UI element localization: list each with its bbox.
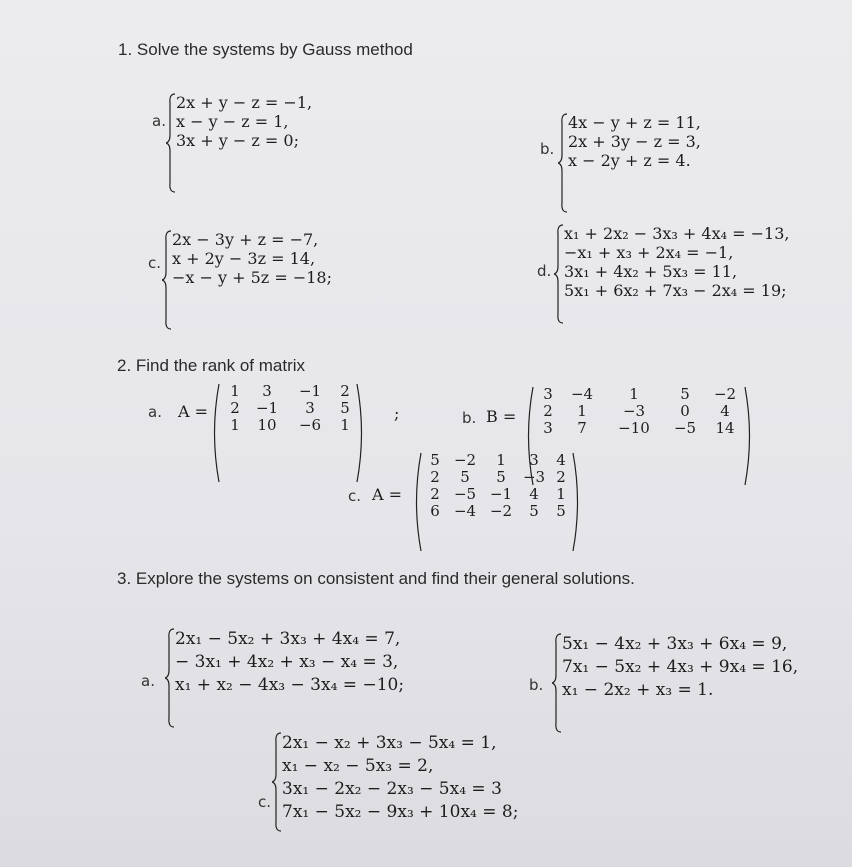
matrix-c-name: A = bbox=[372, 485, 403, 504]
matrix-cell: 4 bbox=[556, 451, 566, 469]
equation-line: 7x₁ − 5x₂ + 4x₃ + 9x₄ = 16, bbox=[562, 657, 799, 677]
matrix-cell: 5 bbox=[529, 502, 539, 520]
matrix-cell: 3 bbox=[305, 399, 315, 417]
matrix-row bbox=[536, 386, 744, 403]
equation-line: x₁ + x₂ − 4x₃ − 3x₄ = −10; bbox=[175, 675, 405, 695]
matrix-cell: 3 bbox=[529, 451, 539, 469]
equation-line: 2x − 3y + z = −7, bbox=[172, 230, 319, 249]
matrix-cell: −1 bbox=[255, 399, 279, 417]
matrix-row bbox=[536, 403, 744, 420]
matrix-cell: 3 bbox=[543, 385, 553, 403]
matrix-cell: 3 bbox=[543, 419, 553, 437]
matrix-cell: 5 bbox=[460, 468, 470, 486]
equation-line: 4x − y + z = 11, bbox=[568, 113, 701, 132]
problem-2-heading: 2. Find the rank of matrix bbox=[117, 356, 306, 375]
left-brace-icon bbox=[558, 113, 568, 213]
matrix-row bbox=[222, 383, 356, 400]
problem-2a-label: a. bbox=[148, 403, 162, 421]
matrix-cell: −4 bbox=[453, 502, 477, 520]
problem-2c-label: c. bbox=[348, 487, 362, 505]
matrix-cell: −3 bbox=[522, 468, 546, 486]
equation-line: −x − y + 5z = −18; bbox=[172, 268, 332, 287]
matrix-cell: 5 bbox=[340, 399, 350, 417]
matrix-cell: 1 bbox=[556, 485, 566, 503]
equation-line: 2x₁ − 5x₂ + 3x₃ + 4x₄ = 7, bbox=[175, 629, 401, 649]
matrix-cell: 5 bbox=[496, 468, 506, 486]
left-brace-icon bbox=[552, 633, 562, 733]
matrix-cell: −2 bbox=[453, 451, 477, 469]
equation-line: 7x₁ − 5x₂ − 9x₃ + 10x₄ = 8; bbox=[282, 802, 519, 822]
equation-line: 3x₁ − 2x₂ − 2x₃ − 5x₄ = 3 bbox=[282, 779, 502, 799]
equation-line: 2x₁ − x₂ + 3x₃ − 5x₄ = 1, bbox=[282, 733, 497, 753]
matrix-b-name: B = bbox=[486, 407, 517, 426]
equation-line: 5x₁ − 4x₂ + 3x₃ + 6x₄ = 9, bbox=[562, 634, 788, 654]
matrix-cell: 14 bbox=[715, 419, 735, 437]
left-paren-icon bbox=[210, 383, 220, 483]
right-paren-icon bbox=[744, 386, 754, 486]
matrix-cell: 4 bbox=[529, 485, 539, 503]
matrix-2c bbox=[418, 452, 572, 536]
equation-line: 3x₁ + 4x₂ + 5x₃ = 11, bbox=[564, 262, 738, 281]
matrix-cell: 5 bbox=[556, 502, 566, 520]
equation-line: x − 2y + z = 4. bbox=[568, 151, 691, 170]
equation-line: x₁ + 2x₂ − 3x₃ + 4x₄ = −13, bbox=[564, 224, 790, 243]
right-paren-icon bbox=[356, 383, 366, 483]
matrix-cell: 5 bbox=[680, 385, 690, 403]
matrix-cell: 2 bbox=[340, 382, 350, 400]
left-brace-icon bbox=[165, 628, 175, 728]
matrix-cell: 6 bbox=[430, 502, 440, 520]
matrix-cell: 5 bbox=[430, 451, 440, 469]
matrix-cell: −4 bbox=[570, 385, 594, 403]
matrix-row bbox=[424, 452, 572, 469]
matrix-row bbox=[424, 503, 572, 520]
matrix-cell: 7 bbox=[577, 419, 587, 437]
problem-3b-label: b. bbox=[529, 676, 544, 694]
equation-line: x₁ − 2x₂ + x₃ = 1. bbox=[562, 680, 714, 700]
problem-3-heading: 3. Explore the systems on consistent and find their general solutions. bbox=[117, 569, 635, 588]
matrix-cell: 2 bbox=[430, 485, 440, 503]
problem-1d-label: d. bbox=[537, 262, 552, 280]
problem-1-heading: 1. Solve the systems by Gauss method bbox=[118, 40, 413, 59]
equation-line: 5x₁ + 6x₂ + 7x₃ − 2x₄ = 19; bbox=[564, 281, 787, 300]
equation-line: x₁ − x₂ − 5x₃ = 2, bbox=[282, 756, 434, 776]
matrix-cell: 2 bbox=[430, 468, 440, 486]
matrix-cell: 3 bbox=[262, 382, 272, 400]
matrix-cell: −1 bbox=[298, 382, 322, 400]
matrix-cell: 2 bbox=[543, 402, 553, 420]
matrix-cell: 10 bbox=[257, 416, 277, 434]
right-paren-icon bbox=[572, 452, 582, 552]
matrix-row bbox=[536, 420, 744, 437]
left-brace-icon bbox=[272, 732, 282, 832]
matrix-cell: −10 bbox=[618, 419, 650, 437]
left-brace-icon bbox=[166, 93, 176, 193]
matrix-row bbox=[424, 469, 572, 486]
matrix-2a bbox=[216, 383, 356, 441]
equation-line: −x₁ + x₃ + 2x₄ = −1, bbox=[564, 243, 734, 262]
matrix-cell: −3 bbox=[622, 402, 646, 420]
matrix-cell: 1 bbox=[230, 416, 240, 434]
matrix-cell: 1 bbox=[577, 402, 587, 420]
left-paren-icon bbox=[412, 452, 422, 552]
matrix-cell: −6 bbox=[298, 416, 322, 434]
matrix-row bbox=[424, 486, 572, 503]
equation-line: 3x + y − z = 0; bbox=[176, 131, 299, 150]
matrix-cell: 0 bbox=[680, 402, 690, 420]
equation-line: x + 2y − 3z = 14, bbox=[172, 249, 316, 268]
problem-3a-label: a. bbox=[141, 672, 155, 690]
matrix-a-name: A = bbox=[178, 402, 209, 421]
equation-line: 2x + y − z = −1, bbox=[176, 93, 313, 112]
matrix-cell: −5 bbox=[673, 419, 697, 437]
equation-line: − 3x₁ + 4x₂ + x₃ − x₄ = 3, bbox=[175, 652, 399, 672]
matrix-cell: −2 bbox=[713, 385, 737, 403]
matrix-cell: 1 bbox=[496, 451, 506, 469]
matrix-cell: 2 bbox=[556, 468, 566, 486]
problem-1a-label: a. bbox=[152, 112, 166, 130]
matrix-row bbox=[222, 417, 356, 434]
matrix-cell: 1 bbox=[340, 416, 350, 434]
matrix-cell: 2 bbox=[230, 399, 240, 417]
matrix-row bbox=[222, 400, 356, 417]
problem-2b-label: b. bbox=[462, 409, 477, 427]
matrix-cell: 4 bbox=[720, 402, 730, 420]
equation-line: 2x + 3y − z = 3, bbox=[568, 132, 701, 151]
matrix-cell: −2 bbox=[489, 502, 513, 520]
problem-1c-label: c. bbox=[148, 254, 162, 272]
matrix-cell: −1 bbox=[489, 485, 513, 503]
left-brace-icon bbox=[162, 230, 172, 330]
matrix-cell: 1 bbox=[230, 382, 240, 400]
left-brace-icon bbox=[554, 224, 564, 324]
matrix-2b bbox=[530, 386, 744, 444]
matrix-a-suffix: ; bbox=[394, 404, 400, 423]
equation-line: x − y − z = 1, bbox=[176, 112, 289, 131]
problem-1b-label: b. bbox=[540, 140, 555, 158]
matrix-cell: −5 bbox=[453, 485, 477, 503]
problem-3c-label: c. bbox=[258, 793, 272, 811]
matrix-cell: 1 bbox=[629, 385, 639, 403]
